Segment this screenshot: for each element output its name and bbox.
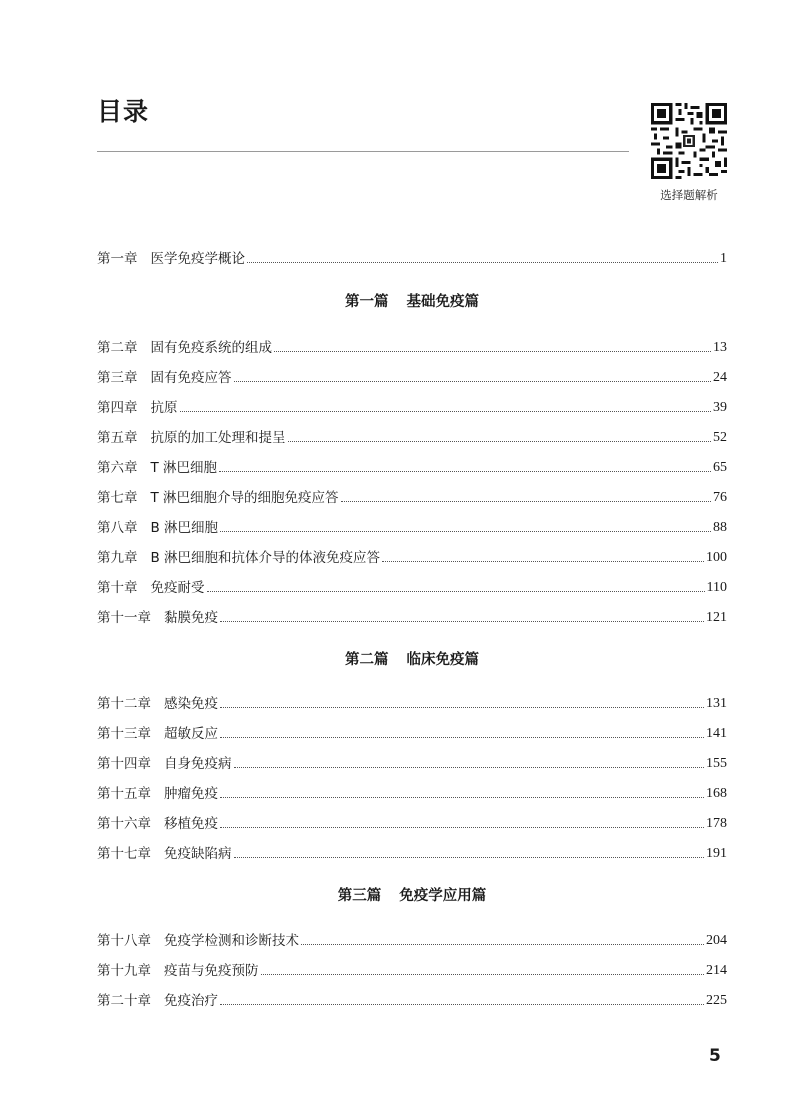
dot-leader (341, 501, 711, 502)
page-ref: 52 (713, 430, 727, 445)
chapter-number: 第一章 (97, 251, 138, 267)
chapter-number: 第十章 (97, 580, 138, 596)
page-ref: 225 (706, 993, 727, 1008)
chapter-title: T 淋巴细胞介导的细胞免疫应答 (150, 490, 339, 506)
chapter-title: 自身免疫病 (164, 756, 232, 772)
chapter-number: 第五章 (97, 430, 138, 446)
chapter-number: 第四章 (97, 400, 138, 416)
page-ref: 76 (713, 490, 727, 505)
dot-leader (220, 621, 704, 622)
chapter-title: 疫苗与免疫预防 (164, 963, 259, 979)
chapter-number: 第十五章 (97, 786, 151, 802)
toc-entry[interactable] (97, 810, 727, 834)
toc-entry[interactable] (97, 690, 727, 714)
page-ref: 204 (706, 933, 727, 948)
page-ref: 65 (713, 460, 727, 475)
chapter-number: 第十四章 (97, 756, 151, 772)
chapter-number: 第二十章 (97, 993, 151, 1009)
page-ref: 88 (713, 520, 727, 535)
toc-entry[interactable] (97, 987, 727, 1011)
dot-leader (220, 737, 704, 738)
chapter-title: 固有免疫应答 (150, 370, 232, 386)
toc-entry[interactable] (97, 720, 727, 744)
part-name: 临床免疫篇 (406, 652, 479, 668)
chapter-title: 免疫缺陷病 (164, 846, 232, 862)
toc-entry[interactable] (97, 957, 727, 981)
chapter-title: 移植免疫 (164, 816, 218, 832)
chapter-title: 医学免疫学概论 (150, 251, 245, 267)
dot-leader (288, 441, 712, 442)
chapter-number: 第十七章 (97, 846, 151, 862)
dot-leader (274, 351, 711, 352)
chapter-number: 第十八章 (97, 933, 151, 949)
page-ref: 13 (713, 340, 727, 355)
dot-leader (234, 857, 705, 858)
page-ref: 168 (706, 786, 727, 801)
page-number: 5 (709, 1046, 721, 1066)
chapter-number: 第十六章 (97, 816, 151, 832)
page-ref: 24 (713, 370, 727, 385)
dot-leader (382, 561, 704, 562)
chapter-title: 抗原 (150, 400, 178, 416)
dot-leader (234, 767, 705, 768)
chapter-number: 第三章 (97, 370, 138, 386)
part-label: 第二篇 (345, 652, 389, 668)
chapter-title: 免疫耐受 (150, 580, 205, 596)
page-ref: 191 (706, 846, 727, 861)
page-ref: 100 (706, 550, 727, 565)
chapter-title: 抗原的加工处理和提呈 (150, 430, 286, 446)
dot-leader (219, 471, 711, 472)
chapter-number: 第十一章 (97, 610, 151, 626)
qr-code-icon[interactable] (651, 103, 727, 179)
chapter-title: T 淋巴细胞 (150, 460, 218, 476)
dot-leader (220, 797, 704, 798)
toc-entry[interactable] (97, 750, 727, 774)
page-ref: 39 (713, 400, 727, 415)
dot-leader (247, 262, 718, 263)
chapter-title: 超敏反应 (164, 726, 218, 742)
part-name: 基础免疫篇 (406, 294, 479, 310)
part-heading (97, 884, 727, 905)
dot-leader (220, 1004, 704, 1005)
dot-leader (261, 974, 705, 975)
qr-caption: 选择题解析 (660, 188, 718, 202)
dot-leader (234, 381, 712, 382)
title-divider (97, 151, 629, 152)
toc-entry[interactable] (97, 604, 727, 628)
toc-entry[interactable] (97, 364, 727, 388)
chapter-number: 第十九章 (97, 963, 151, 979)
page-ref: 178 (706, 816, 727, 831)
toc-entry[interactable] (97, 544, 727, 568)
page-ref: 155 (706, 756, 727, 771)
page-ref: 121 (706, 610, 727, 625)
toc-entry[interactable] (97, 484, 727, 508)
dot-leader (220, 827, 704, 828)
part-heading (97, 648, 727, 669)
chapter-title: B 淋巴细胞 (150, 520, 219, 536)
page-ref: 131 (706, 696, 727, 711)
page-ref: 110 (706, 580, 727, 595)
page-title: 目录 (97, 97, 150, 126)
chapter-title: 黏膜免疫 (164, 610, 218, 626)
chapter-number: 第六章 (97, 460, 138, 476)
chapter-number: 第八章 (97, 520, 138, 536)
dot-leader (180, 411, 712, 412)
toc-entry[interactable] (97, 334, 727, 358)
chapter-title: 感染免疫 (164, 696, 218, 712)
page-ref: 1 (720, 251, 727, 266)
toc-entry[interactable] (97, 454, 727, 478)
dot-leader (301, 944, 704, 945)
chapter-number: 第二章 (97, 340, 138, 356)
chapter-title: 固有免疫系统的组成 (150, 340, 272, 356)
chapter-title: 免疫治疗 (164, 993, 218, 1009)
dot-leader (220, 531, 711, 532)
part-label: 第一篇 (345, 294, 389, 310)
chapter-title: 免疫学检测和诊断技术 (164, 933, 299, 949)
toc-entry[interactable] (97, 514, 727, 538)
chapter-number: 第十二章 (97, 696, 151, 712)
page-ref: 214 (706, 963, 727, 978)
chapter-number: 第九章 (97, 550, 138, 566)
toc-entry[interactable] (97, 840, 727, 864)
part-label: 第三篇 (337, 888, 382, 904)
chapter-number: 第七章 (97, 490, 138, 506)
toc-entry[interactable] (97, 394, 727, 418)
toc-entry[interactable] (97, 424, 727, 448)
toc-entry[interactable] (97, 574, 727, 598)
toc-entry[interactable] (97, 780, 727, 804)
toc-entry[interactable] (97, 927, 727, 951)
part-heading (97, 290, 727, 311)
dot-leader (220, 707, 704, 708)
part-name: 免疫学应用篇 (399, 888, 487, 904)
toc-entry[interactable] (97, 245, 727, 269)
chapter-title: 肿瘤免疫 (164, 786, 218, 802)
chapter-number: 第十三章 (97, 726, 151, 742)
dot-leader (207, 591, 705, 592)
page-ref: 141 (706, 726, 727, 741)
chapter-title: B 淋巴细胞和抗体介导的体液免疫应答 (150, 550, 381, 566)
